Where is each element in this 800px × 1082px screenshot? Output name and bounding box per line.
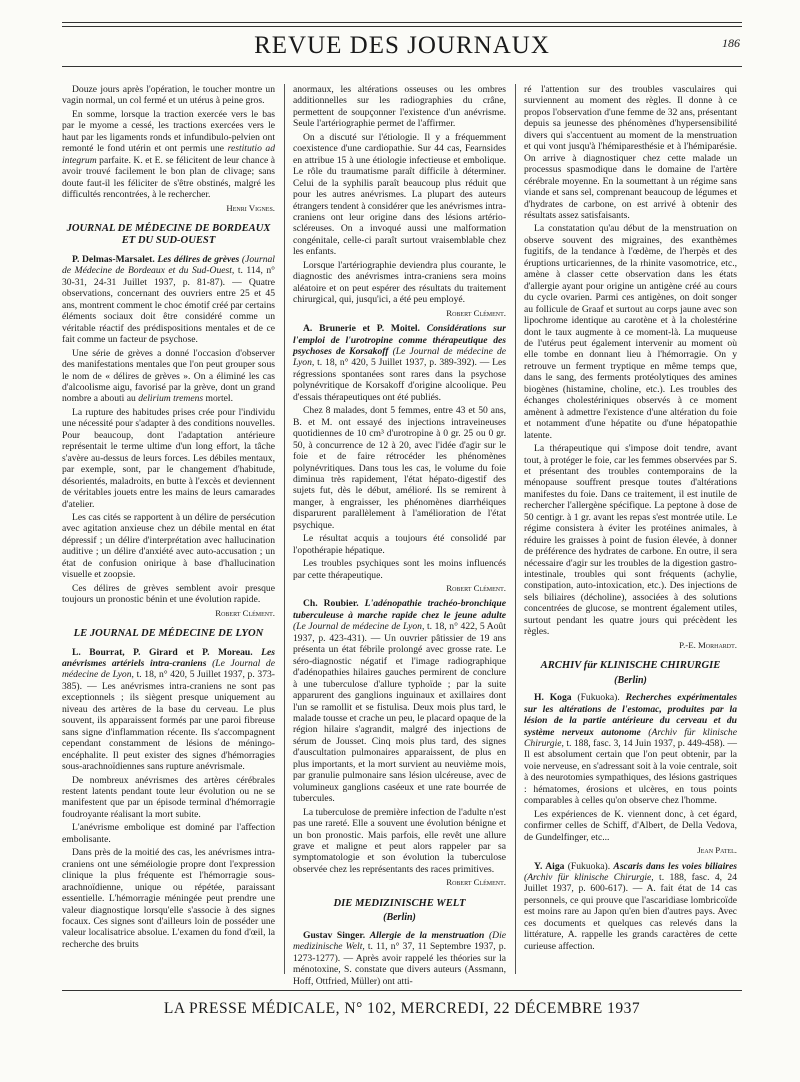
signature: Henri Vignes. [226, 202, 275, 213]
article-title: Allergie de la menstruation [369, 929, 485, 941]
paragraph: Le résultat acquis a toujours été consolidé par l'opothérapie hépatique. [293, 533, 506, 556]
column-2 [293, 84, 506, 989]
column-3 [524, 84, 737, 954]
article-abstract: Gustav Singer. Allergie de la menstruation (Die medizinische Welt, t. 11, n° 37, 11 Septembre 1937, p. 1273-1277). — Après avoir rappelé les théories sur la ménotoxine, S. constate que divers auteurs (Assmann, Hoff, Ottfried, Müller) ont atti- [293, 929, 506, 987]
article-abstract: L. Bourrat, P. Girard et P. Moreau. Les anévrismes artériels intra-craniens (Le Journal de médecine de Lyon, t. 18, n° 420, 5 Juillet 1937, p. 373-385). — Les anévrismes intra-craniens ne sont pas exceptionnels ; ils siègent presque uniquement au niveau des artères de la base du cerveau. Le plus souvent, ils apparaissent formés par une paroi fibreuse sans signe d'inflammation récente. Ils s'accompagnent cependant constamment de lésions de méningo-encéphalite. Il peut exister des signes d'hémorragies sous-arachnoïdiennes sans rupture anévrismale. [62, 646, 275, 773]
journal-heading: LE JOURNAL DE MÉDECINE DE LYON [73, 628, 264, 640]
page-header [62, 30, 742, 62]
paragraph: Douze jours après l'opération, le toucher montre un vagin normal, un col fermé et un utérus à peine gros. [62, 84, 275, 107]
article-title: Les délires de grèves [157, 253, 240, 265]
signature: Robert Clément. [446, 307, 506, 318]
footer-rule [62, 990, 742, 991]
article-author: H. Koga [534, 692, 572, 704]
page-number: 186 [722, 36, 740, 50]
paragraph: De nombreux anévrismes des artères cérébrales restent latents pendant toute leur évolution ou ne se manifestent que par un épisode terminal d'hémorragie foudroyante réalisant la mort subite. [62, 774, 275, 820]
paragraph: Une série de grèves a donné l'occasion d'observer des manifestations mentales que l'on peut grouper sous le nom de « délires de grèves ». On a éliminé les cas d'alcoolisme aigu, favorisé par la grève, dont un grand nombre a abouti au delirium tremens mortel. [62, 347, 275, 405]
journal-heading: ARCHIV für KLINISCHE CHIRURGIE [540, 660, 721, 672]
signature: Jean Patel. [697, 845, 737, 856]
article-author: Y. Aiga [534, 860, 565, 872]
paragraph: Les troubles psychiques sont les moins influencés par cette thérapeutique. [293, 558, 506, 581]
article-title: Ascaris dans les voies biliaires [613, 860, 737, 872]
article-author: Ch. Roubier. [303, 598, 359, 610]
signature: Robert Clément. [446, 877, 506, 888]
top-rule [62, 22, 742, 23]
paragraph: anormaux, les altérations osseuses ou les ombres additionnelles sur les radiographies du crâne, permettent de soupçonner l'existence d'un anévrisme. Seule l'artériographie permet de l'affirmer. [293, 84, 506, 130]
top-rule-inner [62, 26, 742, 27]
article-abstract: Y. Aiga (Fukuoka). Ascaris dans les voies biliaires (Archiv für klinische Chirurgie, t. 188, fasc. 4, 24 Juillet 1937, p. 600-617). — A. fait état de 14 cas personnels, ce qui prouve que l'ascaridiase lombricoïde est moins rare au Japon qu'en bien d'autres pays. Avec ces documents et quelques cas relevés dans la littérature, A. rappelle les grands caractères de cette curieuse affection. [524, 860, 737, 952]
paragraph: La constatation qu'au début de la menstruation on observe souvent des migraines, des exanthèmes fugitifs, de la tendance à l'œdème, de l'herpès et des éruptions urticariennes, de la rhinite vasomotrice, etc., amène à classer cette observation dans les états d'allergie ayant pour origine un antigène créé au cours du cycle ovarien. Parmi ces antigènes, on doit songer au follicule de Graaf et surtout au corps jaune avec son lipochrome identique au carotène et à la cholestérine dont le taux augmente à ce moment-là. La muqueuse de l'utérus peut également intervenir au moment où elle tombe en donnant lieu à l'hémorragie. On y retrouve un ferment tryptique en même temps que, dans le sang, des ferments protéolytiques des amines biogènes (histamine, choline, etc.). Les troubles des échanges cholestériniques observés à ce moment amènent à admettre l'existence d'une altération du foie et notamment d'une hépatite ou d'une hépatopathie latente. [524, 223, 737, 441]
column-divider [515, 84, 516, 974]
article-title: Recherches expérimentales sur les altérations de l'estomac, produites par la lésion de la partie antérieure du cerveau et du système nerveux autonome [524, 692, 737, 738]
signature: P.-E. Morhardt. [679, 639, 737, 650]
article-title: Les anévrismes artériels intra-craniens [62, 646, 275, 669]
paragraph: Ces délires de grèves semblent avoir presque toujours un pronostic bénin et une évolution rapide. [62, 582, 275, 606]
paragraph: Les cas cités se rapportent à un délire de persécution avec agitation anxieuse chez un débile mental en état dépressif ; un délire d'interprétation avec hallucination auditive ; un délire d'anxiété avec auto-accusation ; un état de confusion onirique à base d'hallucination visuelle et zoopsie. [62, 511, 275, 581]
article-abstract: A. Brunerie et P. Moitel. Considérations sur l'emploi de l'urotropine comme thérapeutique des psychoses de Korsakoff (Le Journal de médecine de Lyon, t. 18, n° 420, 5 Juillet 1937, p. 389-392). — Les régressions spontanées sont rares dans la psychose polynévritique de Korsakoff d'origine alcoolique. Peu d'essais thérapeutiques ont été publiés. [293, 323, 507, 403]
column-1 [62, 84, 275, 952]
paragraph: La tuberculose de première infection de l'adulte n'est pas une rareté. Elle a souvent une évolution bénigne et un bon pronostic. Mais parfois, elle revêt une allure grave et maligne et peut alors rappeler par sa symptomatologie et son évolution la tuberculose observée chez les représentants des races primitives. [293, 806, 506, 875]
article-author: L. Bourrat, P. Girard et P. Moreau. [72, 646, 253, 658]
paragraph: L'anévrisme embolique est dominé par l'affection embolisante. [62, 822, 275, 845]
paragraph: Lorsque l'artériographie deviendra plus courante, le diagnostic des anévrismes intra-craniens sera moins aléatoire et on peut espérer des résultats du traitement chirurgical, qui, jusqu'ici, a été peu employé. [293, 259, 506, 306]
signature: Robert Clément. [446, 583, 506, 594]
journal-title: REVUE DES JOURNAUX [254, 32, 550, 59]
journal-heading: DIE MEDIZINISCHE WELT [333, 897, 466, 909]
journal-city: (Berlin) [383, 912, 416, 924]
paragraph: On a discuté sur l'étiologie. Il y a fréquemment coexistence d'une cardiopathie. Sur 44 cas, Fearnsides en attribue 15 à une étiologie infectieuse et embolique. Le rôle du traumatisme paraît difficile à déterminer. Celui de la syphilis paraît beaucoup plus réduit que pour les autres anévrismes. La plupart des auteurs étrangers tendent à considérer que les anévrismes intra-craniens ont leur origine dans des lésions artério-scléreuses. On a invoqué aussi une malformation congénitale, celle-ci paraît surtout vraisemblable chez les enfants. [293, 131, 506, 258]
journal-city: (Berlin) [614, 674, 647, 686]
paragraph: La thérapeutique qui s'impose doit tendre, avant tout, à protéger le foie, car les femmes observées par S. et présentant des troubles contemporains de la ménopause souffrent presque toutes d'altérations manifestes du foie. Dans ce traitement, il est inutile de rechercher l'allergène spécifique. La peptone à dose de 50 centigr. à 1 gr. avant les repas s'est montrée utile. Le régime consistera à éviter les protéines animales, à réduire les graisses à point de fusion élevée, à donner de préférence des hydrates de carbone. En outre, il sera nécessaire d'agir sur les troubles de la digestion gastro-intestinale, troubles qui sont fréquents (achylie, constipation, auto-intoxication, etc.). Des injections de sels biliaires (décholine), associées à des solutions concentrées de glucose, se montrent également utiles, surtout pendant les quatre jours qui précèdent les règles. [524, 443, 737, 638]
paragraph: Les expériences de K. viennent donc, à cet égard, confirmer celles de Schiff, d'Albert, de Della Vedova, de Gundelfinger, etc... [524, 808, 737, 843]
article-title: Considérations sur l'emploi de l'urotropine comme thérapeutique des psychoses de Korsakoff [293, 323, 506, 357]
article-author: Gustav Singer. [303, 929, 366, 941]
column-divider [284, 84, 285, 974]
header-rule [62, 66, 742, 67]
paragraph: La rupture des habitudes prises crée pour l'individu une nécessité pour s'adapter à des conditions nouvelles. Pour beaucoup, dont l'adaptation antérieure représentait le terme ultime d'un long effort, la tâche s'avère au-dessus de leurs forces. Les débiles mentaux, par exemple, sont, par le changement d'habitude, désorientés, maladroits, en butte à l'excès et deviennent de véritables jouets entre les mains de leurs camarades d'atelier. [62, 406, 275, 510]
paragraph: Chez 8 malades, dont 5 femmes, entre 43 et 50 ans, B. et M. ont essayé des injections intraveineuses quotidiennes de 10 cm³ d'urotropine à 0 gr. 25 ou 0 gr. 50, à concurrence de 12 à 20, avec l'idée d'agir sur le foie et de faire rétrocéder les phénomènes polynévritiques. Dans tous les cas, le volume du foie diminua très rapidement, l'état hépato-digestif des sujets fut, dès le début, amélioré. Ils se remirent à manger, à engraisser, les phénomènes diarrhéiques disparurent parallèlement à l'amélioration de l'état psychique. [293, 405, 506, 531]
article-title: L'adénopathie trachéo-bronchique tuberculeuse à marche rapide chez le jeune adulte [293, 598, 507, 621]
signature: Robert Clément. [215, 607, 275, 618]
article-abstract: Ch. Roubier. L'adénopathie trachéo-bronchique tuberculeuse à marche rapide chez le jeune adulte (Le Journal de médecine de Lyon, t. 18, n° 422, 5 Août 1937, p. 423-431). — Un ouvrier pâtissier de 19 ans présenta un état fébrile prolongé avec grosse rate. Le séro-diagnostic négatif et l'image radiographique d'adénopathies hilaires gauches permirent de conclure à une tuberculose d'allure typhoïde ; par la suite apparurent des ganglions inguinaux et axillaires dont l'un se ramollit et se fistulisa. Deux mois plus tard, le malade tousse et crache un peu, le placard opaque de la région hilaire s'agrandit, malgré des injections de sérum de Jousset. Cinq mois plus tard, des signes d'auscultation pulmonaires apparaissent, de plus en plus importants, et la mort survient au neuvième mois, par granulie pulmonaire sans lésion ulcéreuse, avec de volumineux ganglions caséeux et une rate bourrée de tubercules. [293, 598, 507, 805]
paragraph: En somme, lorsque la traction exercée vers le bas par le myome a cessé, les tractions exercées vers le haut par les ligaments ronds et infundibulo-pelvien ont remonté le fond utérin et ont permis une restitutio ad integrum parfaite. K. et E. se félicitent de leur chance à avoir trouvé facilement le bon plan de clivage; sans doute faut-il les féliciter de s'être obstinés, malgré les difficultés rencontrées, à le rechercher. [62, 108, 275, 201]
paragraph: Dans près de la moitié des cas, les anévrismes intra-craniens ont une séméiologie propre dont l'expression clinique la plus fréquente est l'hémorragie sous-arachnoïdienne, unique ou répétée, paraissant essentielle. L'hémorragie méningée peut prendre une valeur diagnostique lorsqu'elle s'associe à des signes focaux. Ces signes sont d'ailleurs loin de posséder une valeur localisatrice absolue. L'examen du fond d'œil, la recherche des bruits [62, 847, 275, 950]
journal-heading: JOURNAL DE MÉDECINE DE BORDEAUX ET DU SUD-OUEST [66, 222, 271, 247]
article-author: P. Delmas-Marsalet. [72, 253, 155, 265]
page-footer: LA PRESSE MÉDICALE, N° 102, MERCREDI, 22 DÉCEMBRE 1937 [163, 1000, 641, 1017]
article-author: A. Brunerie et P. Moitel. [303, 323, 420, 335]
article-abstract: P. Delmas-Marsalet. Les délires de grèves (Journal de Médecine de Bordeaux et du Sud-Ouest, t. 114, n° 30-31, 24-31 Juillet 1937, p. 81-87). — Quatre observations, concernant des ouvriers entre 25 et 45 ans, montrent comment le choc émotif créé par certains éléments sociaux doit être considéré comme un véritable réactif des prédispositions mentales et de ce fait comme un facteur de psychose. [62, 253, 276, 346]
paragraph: ré l'attention sur des troubles vasculaires qui surviennent au moment des règles. Il donne à ce propos l'observation d'une femme de 32 ans, présentant depuis sa jeunesse des phénomènes d'hypersensibilité divers qui s'accentuent au moment de la menstruation et qui vont jusqu'à l'hémiparesthésie et à l'hémiparésie. On arrive à diagnostiquer chez cette malade un processus spasmodique dans le domaine de l'artère cérébrale moyenne. En la soumettant à un régime sans viande et sans sel, comprenant beaucoup de légumes et d'hydrates de carbone, on est arrivé à obtenir des résultats assez satisfaisants. [524, 84, 737, 221]
article-abstract: H. Koga (Fukuoka). Recherches expérimentales sur les altérations de l'estomac, produites par la lésion de la partie antérieure du cerveau et du système nerveux autonome (Archiv für klinische Chirurgie, t. 188, fasc. 3, 14 Juin 1937, p. 449-458). — Il est absolument certain que l'on peut obtenir, par la voie nerveuse, en s'adressant soit à la voie centrale, soit à des neurotomies sympathiques, des lésions gastriques : hématomes, érosions et ulcères, en tous points comparables à celles qu'on observe chez l'homme. [524, 692, 737, 807]
